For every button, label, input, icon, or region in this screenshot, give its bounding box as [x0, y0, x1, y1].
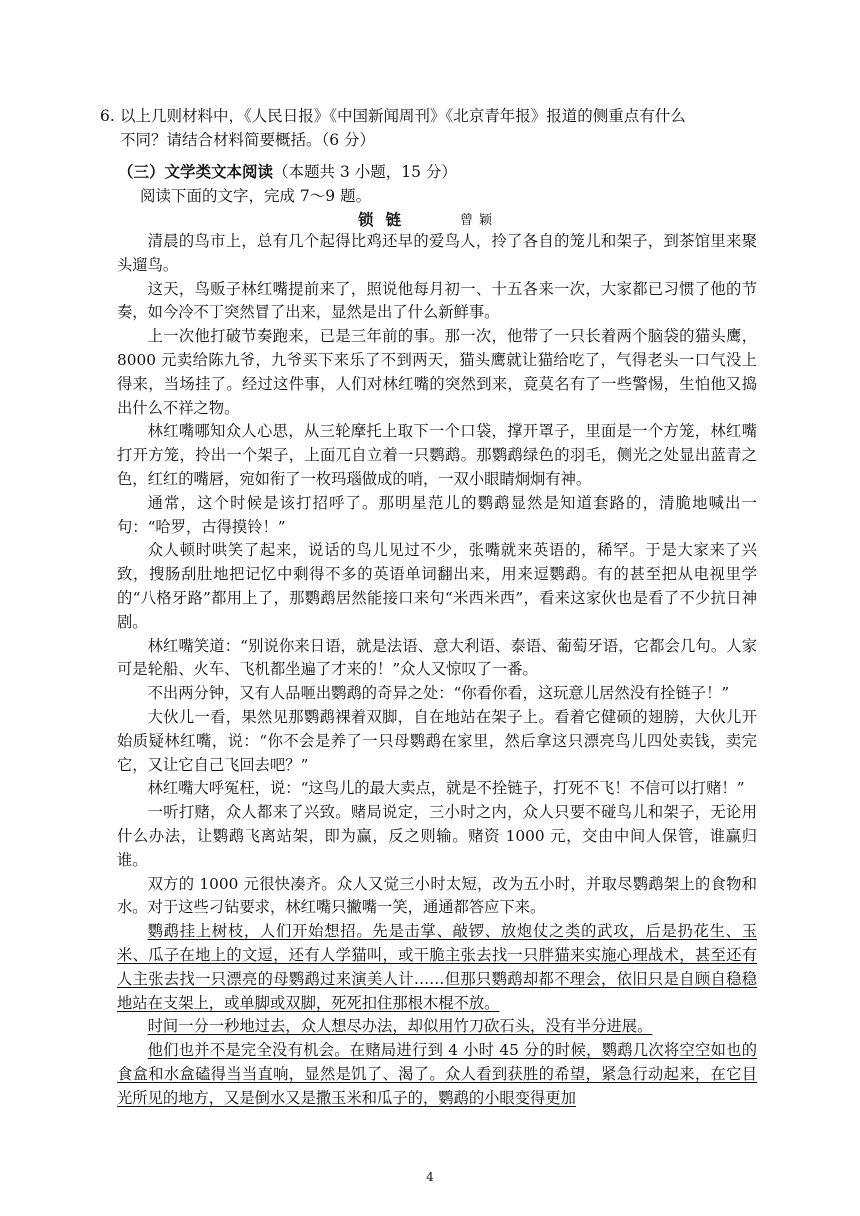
question-text-line-1: 以上几则材料中，《人民日报》《中国新闻周刊》《北京青年报》报道的侧重点有什么 [120, 107, 686, 125]
question-number: 6. [100, 107, 115, 125]
story-author: 曾颖 [460, 213, 499, 228]
story-title: 锁链 [358, 210, 414, 229]
question-text-line-2: 不同？请结合材料简要概括。（6 分） [120, 131, 376, 149]
story-paragraph: 林红嘴大呼冤枉，说：“这鸟儿的最大卖点，就是不拴链子，打死不飞！不信可以打赌！” [147, 779, 745, 798]
story-paragraph: 清晨的鸟市上，总有几个起得比鸡还早的爱鸟人，拎了各自的笼儿和架子，到茶馆里来聚头遛鸟。 [117, 232, 757, 274]
story-paragraph: 一听打赌，众人都来了兴致。赌局说定，三小时之内，众人只要不碰鸟儿和架子，无论用什么办法，让鹦鹉飞离站架，即为赢，反之则输。赌资 1000 元，交由中间人保管，谁赢归谁。 [117, 803, 757, 869]
story-paragraph: 鹦鹉挂上树枝，人们开始想招。先是击掌、敲锣、放炮仗之类的武攻，后是扔花生、玉米、瓜子在地上的文逗，还有人学猫叫，或干脆主张去找一只胖猫来实施心理战术，甚至还有人主张去找一只漂亮的母鹦鹉过来演美人计……但那只鹦鹉却都不理会，依旧只是自顾自稳稳地站在支架上，或单脚或双脚，死死扣住那根木棍不放。 [117, 922, 757, 1012]
story-paragraph: 不出两分钟，又有人品咂出鹦鹉的奇异之处：“你看你看，这玩意儿居然没有拴链子！” [147, 684, 730, 703]
story-paragraph: 通常，这个时候是该打招呼了。那明星范儿的鹦鹉显然是知道套路的，清脆地喊出一句：“哈罗，古得摸铃！” [117, 493, 757, 536]
story-title-bar [0, 208, 860, 232]
story-paragraph: 上一次他打破节奏跑来，已是三年前的事。那一次，他带了一只长着两个脑袋的猫头鹰，8000 元卖给陈九爷，九爷买下来乐了不到两天，猫头鹰就让猫给吃了，气得老头一口气没上得来，当场挂了。经过这件事，人们对林红嘴的突然到来，竟莫名有了一些警惕，生怕他又捣出什么不祥之物。 [117, 327, 757, 417]
story-paragraph: 时间一分一秒地过去，众人想尽办法，却似用竹刀砍石头，没有半分进展。 [147, 1017, 653, 1036]
story-paragraph: 这天，鸟贩子林红嘴提前来了，照说他每月初一、十五各来一次，大家都已习惯了他的节奏，如今冷不丁突然冒了出来，显然是出了什么新鲜事。 [117, 279, 757, 322]
story-body [117, 230, 757, 1110]
story-paragraph: 众人顿时哄笑了起来，说话的鸟儿见过不少，张嘴就来英语的，稀罕。于是大家来了兴致，搜肠刮肚地把记忆中剩得不多的英语单词翻出来，用来逗鹦鹉。有的甚至把从电视里学的“八格牙路”都用上了，那鹦鹉居然能接口来句“米西米西”，看来这家伙也是看了不少抗日神剧。 [117, 541, 757, 631]
page-number: 4 [426, 1170, 434, 1184]
story-paragraph: 双方的 1000 元很快凑齐。众人又觉三小时太短，改为五小时，并取尽鹦鹉架上的食物和水。对于这些刁钻要求，林红嘴只撇嘴一笑，通通都答应下来。 [117, 874, 757, 917]
story-paragraph: 大伙儿一看，果然见那鹦鹉裸着双脚，自在地站在架子上。看着它健硕的翅膀，大伙儿开始质疑林红嘴，说：“你不会是养了一只母鹦鹉在家里，然后拿这只漂亮鸟儿四处卖钱，卖完它，又让它自己飞回去吧？” [117, 707, 757, 774]
story-paragraph: 林红嘴哪知众人心思，从三轮摩托上取下一个口袋，撑开罩子，里面是一个方笼，林红嘴打开方笼，拎出一个架子，上面兀自立着一只鹦鹉。那鹦鹉绿色的羽毛，侧光之处显出蓝青之色，红红的嘴唇，宛如衔了一枚玛瑙做成的哨，一双小眼睛炯炯有神。 [117, 422, 757, 488]
section-note: （本题共 3 小题，15 分） [273, 163, 457, 181]
story-paragraph: 他们也并不是完全没有机会。在赌局进行到 4 小时 45 分的时候，鹦鹉几次将空空如也的食盒和水盒磕得当当直响，显然是饥了、渴了。众人看到获胜的希望，紧急行动起来，在它目光所见的地方，又是倒水又是撒玉米和瓜子的，鹦鹉的小眼变得更加 [117, 1041, 757, 1107]
story-paragraph: 林红嘴笑道：“别说你来日语，就是法语、意大利语、泰语、葡萄牙语，它都会几句。人家可是轮船、火车、飞机都坐遍了才来的！”众人又惊叹了一番。 [117, 636, 757, 679]
section-heading [118, 160, 457, 184]
section-title: （三）文学类文本阅读 [118, 162, 274, 181]
reading-instruction: 阅读下面的文字，完成 7～9 题。 [140, 187, 372, 205]
